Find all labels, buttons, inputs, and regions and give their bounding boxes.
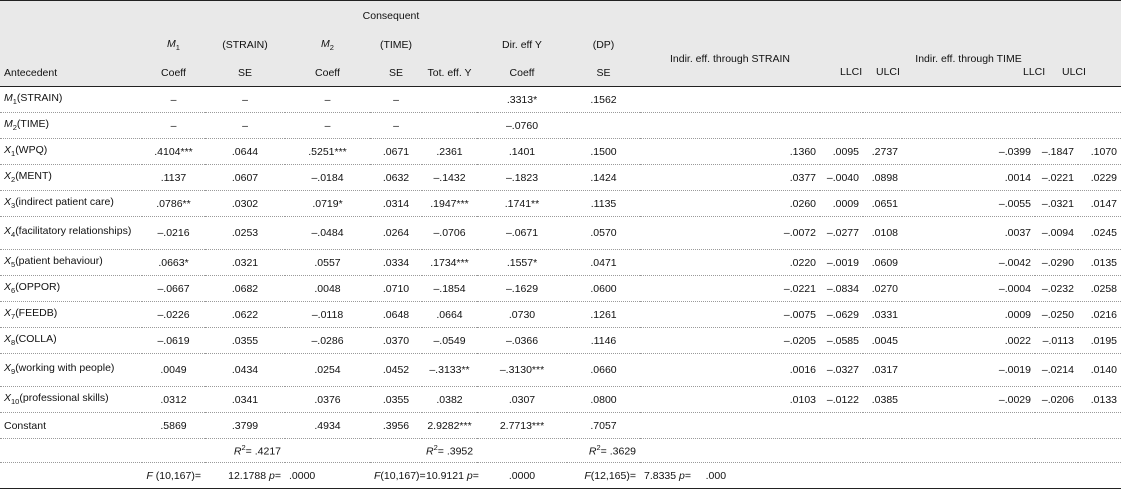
antecedent-cell: $X_{10}(professional$ skills)	[0, 387, 142, 413]
table-cell: 2.7713***	[477, 413, 567, 439]
table-cell: .0377	[640, 165, 820, 191]
f-statistic-row	[0, 463, 1121, 489]
table-row	[0, 217, 1121, 250]
table-cell: .0103	[640, 387, 820, 413]
table-cell: .0048	[285, 276, 370, 302]
table-cell	[820, 87, 863, 113]
table-cell: .0671	[370, 139, 422, 165]
table-cell: .0009	[902, 302, 1035, 328]
table-cell: .0622	[205, 302, 285, 328]
table-cell: .0009	[820, 191, 863, 217]
table-cell: –	[370, 87, 422, 113]
table-cell: –.0585	[820, 328, 863, 354]
table-cell: –.0321	[1035, 191, 1078, 217]
antecedent-cell: $M_2(TIME)$	[0, 113, 142, 139]
table-cell: .5251***	[285, 139, 370, 165]
table-cell: –	[205, 87, 285, 113]
table-cell: –.0327	[820, 354, 863, 387]
table-cell: .0331	[863, 302, 902, 328]
table-cell: –.0706	[422, 217, 477, 250]
table-cell: .0898	[863, 165, 902, 191]
table-cell: .0312	[142, 387, 205, 413]
table-cell: .0264	[370, 217, 422, 250]
antecedent-cell: $X_9(working$ with people)	[0, 354, 142, 387]
table-cell: –.0619	[142, 328, 205, 354]
table-cell: .0253	[205, 217, 285, 250]
table-row	[0, 139, 1121, 165]
y-coeff-header: Coeff	[477, 59, 567, 87]
table-row	[0, 250, 1121, 276]
table-cell: –.0094	[1035, 217, 1078, 250]
table-cell: .3956	[370, 413, 422, 439]
antecedent-cell: $X_6(OPPOR)$	[0, 276, 142, 302]
table-cell: .0341	[205, 387, 285, 413]
table-cell: .0600	[567, 276, 640, 302]
table-cell	[902, 113, 1035, 139]
antecedent-header: Antecedent	[0, 59, 142, 87]
table-cell: –.0004	[902, 276, 1035, 302]
llci-header: LLCI	[840, 66, 863, 78]
ulci-header: ULCI	[876, 66, 900, 78]
table-row	[0, 328, 1121, 354]
table-cell: .0229	[1078, 165, 1121, 191]
r-squared-value: $R^2= .3952$	[422, 439, 477, 463]
r-squared-value: $R^2= .3629$	[567, 439, 640, 463]
llci-header: LLCI	[1023, 66, 1046, 78]
table-cell: .0302	[205, 191, 285, 217]
table-cell: .0370	[370, 328, 422, 354]
table-cell: –.0290	[1035, 250, 1078, 276]
table-cell: –.0221	[1035, 165, 1078, 191]
table-cell: –.0019	[902, 354, 1035, 387]
table-cell: –.0122	[820, 387, 863, 413]
table-cell: –.0205	[640, 328, 820, 354]
table-cell: –.3133**	[422, 354, 477, 387]
table-cell: .0216	[1078, 302, 1121, 328]
table-cell: .0452	[370, 354, 422, 387]
table-cell: .0682	[205, 276, 285, 302]
table-cell: .0376	[285, 387, 370, 413]
table-cell: –.0221	[640, 276, 820, 302]
table-cell	[863, 413, 902, 439]
table-cell: –.0075	[640, 302, 820, 328]
table-cell	[1035, 87, 1078, 113]
table-cell: .0800	[567, 387, 640, 413]
table-cell: .0648	[370, 302, 422, 328]
table-cell	[640, 87, 820, 113]
table-cell: –.0399	[902, 139, 1035, 165]
antecedent-cell: $M_1(STRAIN)$	[0, 87, 142, 113]
table-cell: –.1823	[477, 165, 567, 191]
table-cell: .0135	[1078, 250, 1121, 276]
table-cell: –.0029	[902, 387, 1035, 413]
table-cell: .0014	[902, 165, 1035, 191]
table-cell: .0355	[370, 387, 422, 413]
f-stat-cell: F (10,167)=	[142, 463, 205, 489]
m1-header: $M_1$	[142, 31, 205, 59]
table-row	[0, 276, 1121, 302]
f-stat-cell: F(12,165)=	[567, 463, 640, 489]
table-cell: –	[370, 113, 422, 139]
table-cell	[422, 87, 477, 113]
table-cell	[902, 413, 1035, 439]
antecedent-cell: $X_2(MENT)$	[0, 165, 142, 191]
table-cell: –.0629	[820, 302, 863, 328]
antecedent-cell: $X_7(FEEDB)$	[0, 302, 142, 328]
table-cell: 2.9282***	[422, 413, 477, 439]
table-cell: .0570	[567, 217, 640, 250]
table-cell	[863, 87, 902, 113]
table-cell	[820, 113, 863, 139]
table-cell: .0730	[477, 302, 567, 328]
f-stat-cell: 12.1788 p=	[205, 463, 285, 489]
table-cell: –.0667	[142, 276, 205, 302]
antecedent-cell: $X_8(COLLA)$	[0, 328, 142, 354]
table-cell: –.1432	[422, 165, 477, 191]
table-row	[0, 387, 1121, 413]
indir-time-header: Indir. eff. through TIME	[902, 31, 1035, 87]
table-cell	[640, 413, 820, 439]
table-cell: .0095	[820, 139, 863, 165]
table-cell: .0609	[863, 250, 902, 276]
table-cell: –	[205, 113, 285, 139]
table-cell: –.0366	[477, 328, 567, 354]
table-cell: .0664	[422, 302, 477, 328]
table-cell: –.3130***	[477, 354, 567, 387]
m1-se-header: SE	[205, 59, 285, 87]
table-cell	[902, 87, 1035, 113]
table-cell: .0663*	[142, 250, 205, 276]
table-cell: .1261	[567, 302, 640, 328]
table-row	[0, 302, 1121, 328]
tot-eff-header: Tot. eff. Y	[422, 59, 477, 87]
table-cell: –.0040	[820, 165, 863, 191]
table-cell: .0195	[1078, 328, 1121, 354]
table-cell: –.0055	[902, 191, 1035, 217]
table-cell: .0651	[863, 191, 902, 217]
table-cell: .2737	[863, 139, 902, 165]
table-cell: .1424	[567, 165, 640, 191]
table-cell: –.0072	[640, 217, 820, 250]
table-cell	[567, 113, 640, 139]
table-cell: .1500	[567, 139, 640, 165]
r-squared-value: $R^2= .4217$	[205, 439, 285, 463]
table-row	[0, 191, 1121, 217]
table-cell: .1741**	[477, 191, 567, 217]
table-cell: .0786**	[142, 191, 205, 217]
table-cell: .1557*	[477, 250, 567, 276]
table-cell: –.0760	[477, 113, 567, 139]
table-cell: –.0206	[1035, 387, 1078, 413]
table-cell: –	[285, 113, 370, 139]
table-cell: .0108	[863, 217, 902, 250]
table-cell: –.0042	[902, 250, 1035, 276]
table-cell: .0385	[863, 387, 902, 413]
table-cell: –.0216	[142, 217, 205, 250]
table-cell: .5869	[142, 413, 205, 439]
table-cell: –.0484	[285, 217, 370, 250]
table-cell: .3799	[205, 413, 285, 439]
antecedent-cell: $X_3(indirect$ patient care)	[0, 191, 142, 217]
table-cell: .1360	[640, 139, 820, 165]
table-row	[0, 413, 1121, 439]
m2-se-header: SE	[370, 59, 422, 87]
f-stat-cell: 10.9121 p=	[422, 463, 477, 489]
y-se-header: SE	[567, 59, 640, 87]
table-cell: –.0671	[477, 217, 567, 250]
table-cell: –.0250	[1035, 302, 1078, 328]
m2-coeff-header: Coeff	[285, 59, 370, 87]
f-stat-cell: .0000	[477, 463, 567, 489]
dp-header: (DP)	[567, 31, 640, 59]
table-cell: –	[142, 87, 205, 113]
table-cell: –.0019	[820, 250, 863, 276]
table-cell: –.0113	[1035, 328, 1078, 354]
table-cell: .7057	[567, 413, 640, 439]
consequent-header: Consequent	[142, 1, 640, 32]
m1-strain-header: (STRAIN)	[205, 31, 285, 59]
table-cell: –.0549	[422, 328, 477, 354]
table-cell: .0607	[205, 165, 285, 191]
table-cell	[1078, 87, 1121, 113]
table-cell: .0220	[640, 250, 820, 276]
table-cell: –.1629	[477, 276, 567, 302]
antecedent-cell: $X_1(WPQ)$	[0, 139, 142, 165]
table-cell: .0245	[1078, 217, 1121, 250]
table-cell	[1078, 113, 1121, 139]
table-row	[0, 165, 1121, 191]
table-cell: .4934	[285, 413, 370, 439]
header-row-mid	[0, 31, 1121, 59]
table-row	[0, 354, 1121, 387]
table-cell: –.1847	[1035, 139, 1078, 165]
table-cell: .0022	[902, 328, 1035, 354]
table-cell: .3313*	[477, 87, 567, 113]
table-cell: .2361	[422, 139, 477, 165]
table-cell: .0632	[370, 165, 422, 191]
table-cell: .0258	[1078, 276, 1121, 302]
table-cell: .0133	[1078, 387, 1121, 413]
dir-eff-header: Dir. eff Y	[477, 31, 567, 59]
table-cell: .1146	[567, 328, 640, 354]
f-stat-cell: 7.8335 p= .000	[640, 463, 820, 489]
table-cell: –.0214	[1035, 354, 1078, 387]
table-cell: .0355	[205, 328, 285, 354]
table-cell	[422, 113, 477, 139]
ulci-header: ULCI	[1062, 66, 1086, 78]
antecedent-cell: $X_4(facilitatory$ relationships)	[0, 217, 142, 250]
table-cell: .0045	[863, 328, 902, 354]
table-cell: –.1854	[422, 276, 477, 302]
table-cell: –.0184	[285, 165, 370, 191]
table-cell: .0270	[863, 276, 902, 302]
table-cell: .1401	[477, 139, 567, 165]
table-cell: .0644	[205, 139, 285, 165]
table-cell: .0314	[370, 191, 422, 217]
table-cell: .0254	[285, 354, 370, 387]
table-row	[0, 87, 1121, 113]
table-cell: .0260	[640, 191, 820, 217]
table-row	[0, 113, 1121, 139]
table-cell: –.0226	[142, 302, 205, 328]
table-cell: .0049	[142, 354, 205, 387]
table-cell: .1562	[567, 87, 640, 113]
table-cell: .0557	[285, 250, 370, 276]
table-cell: –.0232	[1035, 276, 1078, 302]
table-cell: –.0118	[285, 302, 370, 328]
table-cell: .0317	[863, 354, 902, 387]
m2-header: $M_2$	[285, 31, 370, 59]
m2-time-header: (TIME)	[370, 31, 422, 59]
m1-coeff-header: Coeff	[142, 59, 205, 87]
table-cell	[640, 113, 820, 139]
table-cell: .0710	[370, 276, 422, 302]
table-cell: .0147	[1078, 191, 1121, 217]
table-cell	[1035, 413, 1078, 439]
table-cell: .0719*	[285, 191, 370, 217]
r-squared-row	[0, 439, 1121, 463]
table-cell: .0307	[477, 387, 567, 413]
table-cell: –	[285, 87, 370, 113]
table-cell	[1078, 413, 1121, 439]
table-cell: .4104***	[142, 139, 205, 165]
table-cell: .1137	[142, 165, 205, 191]
antecedent-cell: Constant	[0, 413, 142, 439]
table-cell: –	[142, 113, 205, 139]
table-cell: .0434	[205, 354, 285, 387]
table-cell: –.0834	[820, 276, 863, 302]
table-cell: .1734***	[422, 250, 477, 276]
table-cell: –.0277	[820, 217, 863, 250]
table-cell	[1035, 113, 1078, 139]
table-cell: .0382	[422, 387, 477, 413]
table-cell: .1070	[1078, 139, 1121, 165]
f-stat-cell: .0000	[285, 463, 370, 489]
table-cell	[820, 413, 863, 439]
table-cell: .0037	[902, 217, 1035, 250]
indir-strain-header: Indir. eff. through STRAIN	[640, 31, 820, 87]
table-cell: .0321	[205, 250, 285, 276]
antecedent-cell: $X_5(patient$ behaviour)	[0, 250, 142, 276]
table-cell: .0016	[640, 354, 820, 387]
table-cell: .0660	[567, 354, 640, 387]
header-row-top	[0, 1, 1121, 32]
table-cell: –.0286	[285, 328, 370, 354]
table-cell: .0334	[370, 250, 422, 276]
f-stat-cell: F(10,167)=	[370, 463, 422, 489]
table-cell: .0471	[567, 250, 640, 276]
table-cell	[863, 113, 902, 139]
table-cell: .0140	[1078, 354, 1121, 387]
table-cell: .1135	[567, 191, 640, 217]
table-cell: .1947***	[422, 191, 477, 217]
